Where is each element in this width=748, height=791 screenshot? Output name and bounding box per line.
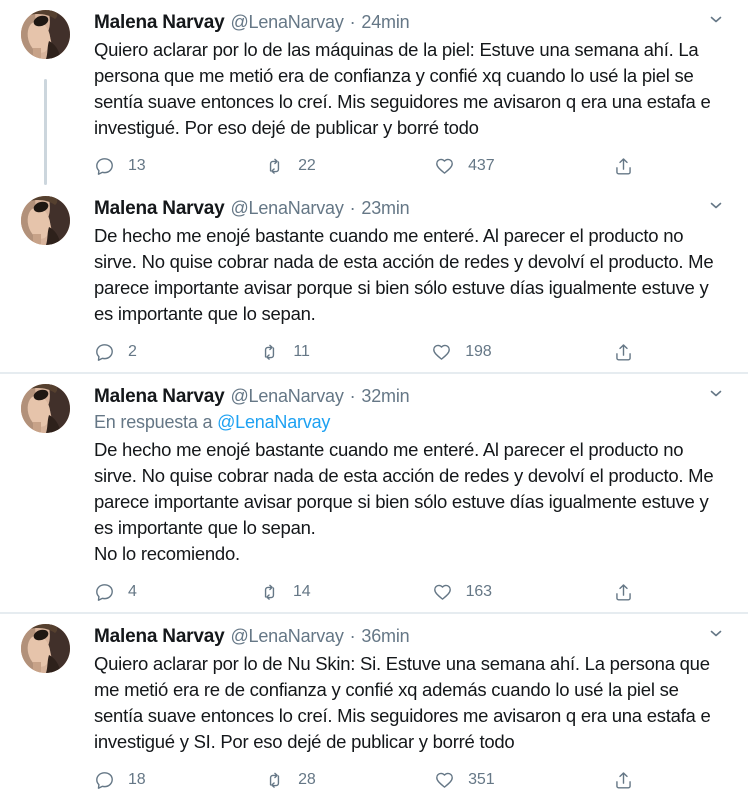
share-button[interactable] [613,156,634,177]
avatar[interactable] [21,10,70,59]
reply-icon [94,156,115,177]
retweet-button[interactable] [259,342,309,363]
reply-count: 18 [128,771,146,788]
tweet-actions [94,767,634,791]
reply-button[interactable] [94,156,146,177]
reply-button[interactable] [94,770,146,791]
tweet-header [94,384,728,409]
like-count: 351 [468,771,495,788]
avatar[interactable] [21,624,70,673]
tweet-actions [94,579,634,605]
share-icon [613,770,634,791]
avatar[interactable] [21,384,70,433]
reply-icon [94,582,115,603]
reply-button[interactable] [94,342,138,363]
chevron-down-icon[interactable] [708,386,724,402]
user-handle[interactable]: @LenaNarvay [230,12,344,32]
reply-context-handle[interactable]: @LenaNarvay [217,412,331,432]
tweet-actions [94,153,634,179]
like-button[interactable] [431,342,491,363]
heart-icon [434,770,455,791]
retweet-count: 14 [292,583,311,600]
retweet-icon [259,342,280,363]
share-icon [613,156,634,177]
like-count: 163 [465,583,492,600]
retweet-icon [264,770,285,791]
chevron-down-icon[interactable] [708,626,724,642]
user-handle[interactable]: @LenaNarvay [230,626,344,646]
tweet-text: Quiero aclarar por lo de Nu Skin: Si. Estuve una semana ahí. La persona que me metió era re de confianza y confié xq además cuando lo usé la piel se sentía suave entonces lo creí. Mis seguidores me avisaron q era una estafa e investigué y SI. Por eso dejé de publicar y borré todo [94,653,711,752]
tweet-text: Quiero aclarar por lo de las máquinas de la piel: Estuve una semana ahí. La persona que me metió era de confianza y confié xq cuando lo usé la piel se sentía suave entonces lo creí. Mis seguidores me avisaron q era una estafa e investigué. Por eso dejé de publicar y borré todo [94,39,711,138]
heart-icon [434,156,455,177]
meta-separator: · [349,12,356,32]
tweet-header [94,624,728,649]
display-name[interactable]: Malena Narvay [94,386,225,407]
tweet[interactable] [0,614,748,791]
chevron-down-icon[interactable] [708,198,724,214]
reply-context-prefix: En respuesta a [94,412,213,432]
share-button[interactable] [613,582,634,603]
share-icon [613,342,634,363]
timestamp[interactable]: 32min [361,386,410,406]
heart-icon [432,582,453,603]
retweet-icon [259,582,280,603]
retweet-button[interactable] [264,770,316,791]
reply-count: 4 [128,583,137,600]
heart-icon [431,342,452,363]
reply-icon [94,342,115,363]
tweet-header [94,196,728,221]
retweet-button[interactable] [264,156,316,177]
tweet[interactable] [0,186,748,374]
display-name[interactable]: Malena Narvay [94,198,225,219]
tweet[interactable] [0,374,748,614]
retweet-button[interactable] [259,582,311,603]
reply-button[interactable] [94,582,138,603]
avatar[interactable] [21,196,70,245]
reply-context [94,409,728,435]
reply-count: 13 [128,157,146,174]
reply-count: 2 [128,343,137,360]
display-name[interactable]: Malena Narvay [94,12,225,33]
tweet-text: De hecho me enojé bastante cuando me enteré. Al parecer el producto no sirve. No quise cobrar nada de esta acción de redes y devolví el producto. Me parece importante avisar porque si bien sólo estuve días igualmente estuve y es importante que lo sepan. [94,439,714,538]
user-handle[interactable]: @LenaNarvay [230,386,344,406]
share-button[interactable] [613,342,634,363]
share-icon [613,582,634,603]
tweet-actions [94,339,634,365]
share-button[interactable] [613,770,634,791]
like-button[interactable] [434,770,494,791]
meta-separator: · [349,386,356,406]
like-count: 437 [468,157,495,174]
like-count: 198 [465,343,492,360]
tweet[interactable] [0,0,748,186]
chevron-down-icon[interactable] [708,12,724,28]
display-name[interactable]: Malena Narvay [94,626,225,647]
timestamp[interactable]: 36min [361,626,410,646]
tweet-text-line2: No lo recomiendo. [94,543,240,564]
retweet-count: 28 [298,771,316,788]
thread-connector-line [44,79,47,185]
retweet-count: 11 [293,343,310,360]
user-handle[interactable]: @LenaNarvay [230,198,344,218]
like-button[interactable] [432,582,492,603]
meta-separator: · [349,626,356,646]
timestamp[interactable]: 24min [361,12,410,32]
timestamp[interactable]: 23min [361,198,410,218]
tweet-header [94,10,728,35]
retweet-icon [264,156,285,177]
tweet-text: De hecho me enojé bastante cuando me enteré. Al parecer el producto no sirve. No quise cobrar nada de esta acción de redes y devolví el producto. Me parece importante avisar porque si bien sólo estuve días igualmente estuve y es importante que lo sepan. [94,225,714,324]
reply-icon [94,770,115,791]
like-button[interactable] [434,156,494,177]
retweet-count: 22 [298,157,316,174]
meta-separator: · [349,198,356,218]
